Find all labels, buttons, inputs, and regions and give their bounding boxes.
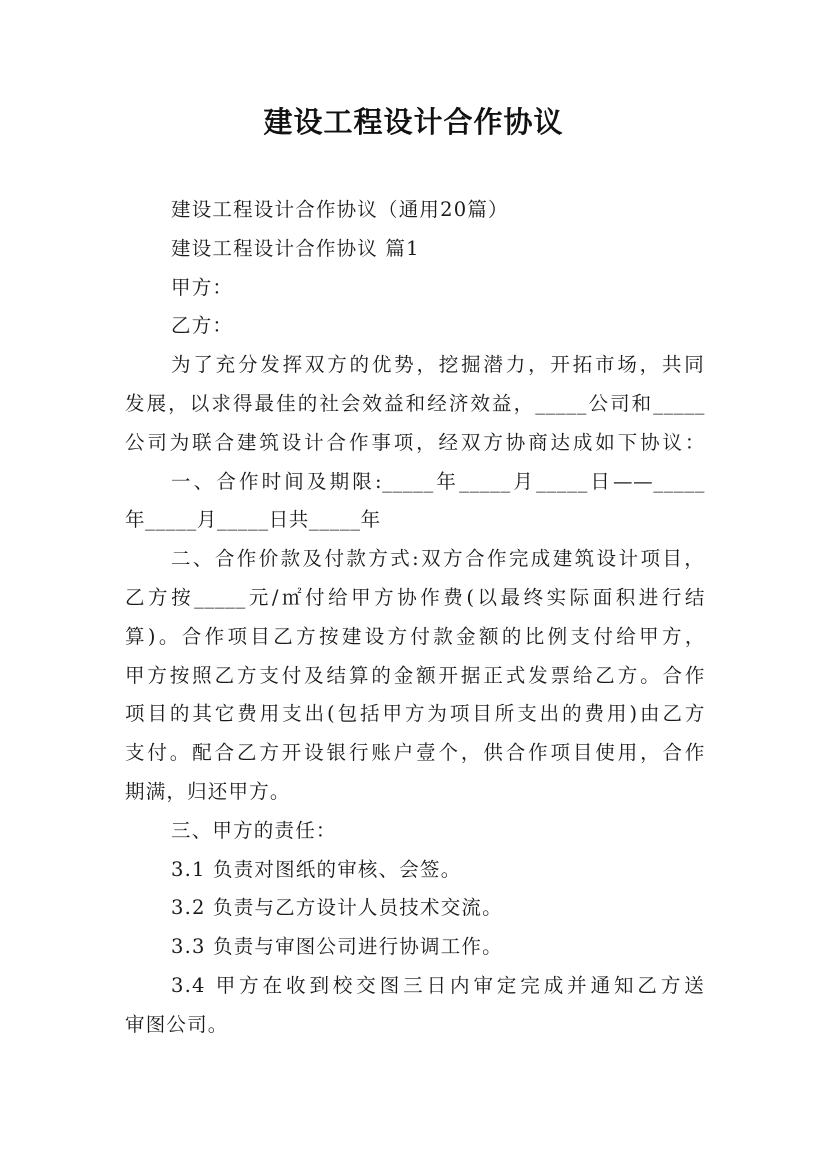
paragraph-line: 年_____月_____日共_____年	[125, 508, 381, 532]
paragraph-line: 乙方按_____元/㎡付给甲方协作费(以最终实际面积进行结	[125, 585, 705, 609]
paragraph-line: 二、合作价款及付款方式:双方合作完成建筑设计项目，	[171, 547, 705, 571]
paragraph-line: 发展，以求得最佳的社会效益和经济效益，_____公司和_____	[125, 391, 705, 415]
paragraph-line: 算)。合作项目乙方按建设方付款金额的比例支付给甲方，	[125, 624, 705, 648]
paragraph-line: 建设工程设计合作协议（通用20篇）	[171, 198, 509, 221]
paragraph-line: 3.2 负责与乙方设计人员技术交流。	[171, 896, 503, 920]
paragraph-line: 乙方：	[171, 314, 234, 338]
document-title: 建设工程设计合作协议	[263, 105, 564, 139]
paragraph-line: 支付。配合乙方开设银行账户壹个，供合作项目使用，合作	[125, 741, 705, 765]
paragraph-line: 为了充分发挥双方的优势，挖掘潜力，开拓市场，共同	[171, 353, 705, 377]
paragraph-line: 一、合作时间及期限:_____年_____月_____日——_____	[171, 469, 705, 493]
paragraph-line: 公司为联合建筑设计合作事项，经双方协商达成如下协议：	[125, 430, 705, 454]
paragraph-line: 项目的其它费用支出(包括甲方为项目所支出的费用)由乙方	[125, 702, 705, 726]
paragraph-line: 期满，归还甲方。	[125, 779, 291, 803]
paragraph-line: 3.1 负责对图纸的审核、会签。	[171, 857, 462, 881]
paragraph-line: 3.4 甲方在收到校交图三日内审定完成并通知乙方送	[171, 973, 705, 997]
document-body	[125, 191, 705, 1045]
paragraph-line: 甲方按照乙方支付及结算的金额开据正式发票给乙方。合作	[125, 663, 705, 687]
paragraph-line: 三、甲方的责任：	[171, 818, 337, 842]
paragraph-line: 3.3 负责与审图公司进行协调工作。	[171, 935, 503, 959]
paragraph-line: 甲方：	[171, 275, 234, 299]
paragraph-line: 建设工程设计合作协议 篇1	[171, 236, 420, 260]
paragraph-line: 审图公司。	[125, 1012, 229, 1036]
